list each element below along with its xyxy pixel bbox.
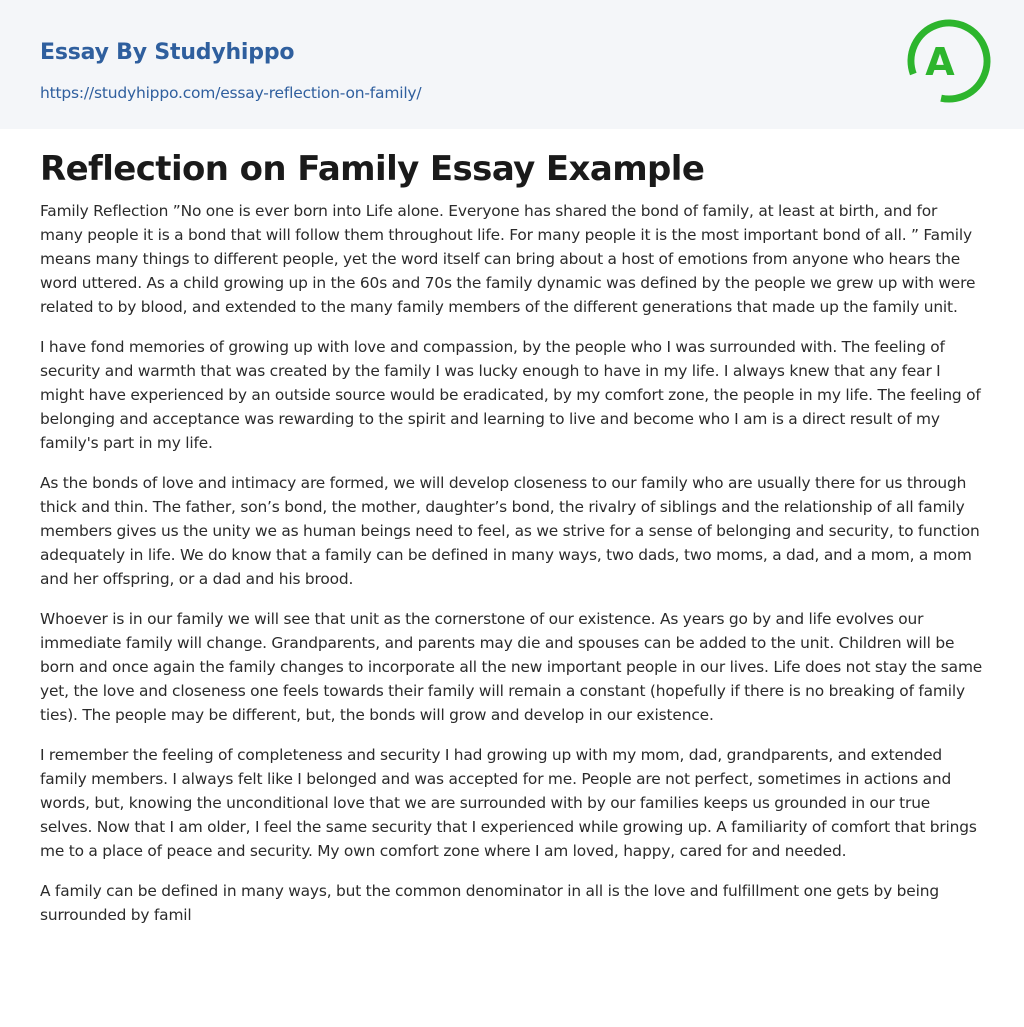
- article-paragraph: Whoever is in our family we will see that unit as the cornerstone of our existence. As years go by and life evolves our immediate family will change. Grandparents, and parents may die and spouses can be added to the unit. Children will be born and once again the family changes to incorporate all the new important people in our lives. Life does not stay the same yet, the love and closeness one feels towards their family will remain a constant (hopefully if there is no breaking of family ties). The people may be different, but, the bonds will grow and develop in our existence.: [40, 610, 983, 724]
- article-title: Reflection on Family Essay Example: [40, 149, 705, 189]
- article: [0, 129, 1024, 927]
- site-header: [0, 0, 1024, 129]
- article-paragraph: I have fond memories of growing up with love and compassion, by the people who I was surrounded with. The feeling of security and warmth that was created by the family I was lucky enough to have in my life. I always knew that any fear I might have experienced by an outside source would be eradicated, by my comfort zone, the people in my life. The feeling of belonging and acceptance was rewarding to the spirit and learning to live and become who I am is a direct result of my family's part in my life.: [40, 338, 981, 452]
- article-paragraph: Family Reflection ”No one is ever born into Life alone. Everyone has shared the bond of family, at least at birth, and for many people it is a bond that will follow them throughout life. For many people it is the most important bond of all. ” Family means many things to different people, yet the word itself can bring about a host of emotions from anyone who hears the word uttered. As a child growing up in the 60s and 70s the family dynamic was defined by the people we grew up with were related to by blood, and extended to the many family members of the different generations that made up the family unit.: [40, 202, 976, 316]
- page-url-link[interactable]: https://studyhippo.com/essay-reflection-on-family/: [40, 84, 422, 102]
- article-paragraph: A family can be defined in many ways, but the common denominator in all is the love and fulfillment one gets by being surrounded by famil: [40, 882, 939, 924]
- article-paragraph: I remember the feeling of completeness and security I had growing up with my mom, dad, grandparents, and extended family members. I always felt like I belonged and was accepted for me. People are not perfect, sometimes in actions and words, but, knowing the unconditional love that we are surrounded with by our families keeps us grounded in our true selves. Now that I am older, I feel the same security that I experienced while growing up. A familiarity of comfort that brings me to a place of peace and security. My own comfort zone where I am loved, happy, cared for and needed.: [40, 746, 977, 860]
- logo-letter: A: [925, 40, 955, 84]
- article-paragraph: As the bonds of love and intimacy are formed, we will develop closeness to our family who are usually there for us through thick and thin. The father, son’s bond, the mother, daughter’s bond, the rivalry of siblings and the relationship of all family members gives us the unity we as human beings need to feel, as we strive for a sense of belonging and security, to function adequately in life. We do know that a family can be defined in many ways, two dads, two moms, a dad, and a mom, a mom and her offspring, or a dad and his brood.: [40, 474, 980, 588]
- studyhippo-logo-icon[interactable]: [906, 18, 992, 104]
- site-brand[interactable]: Essay By Studyhippo: [40, 40, 295, 65]
